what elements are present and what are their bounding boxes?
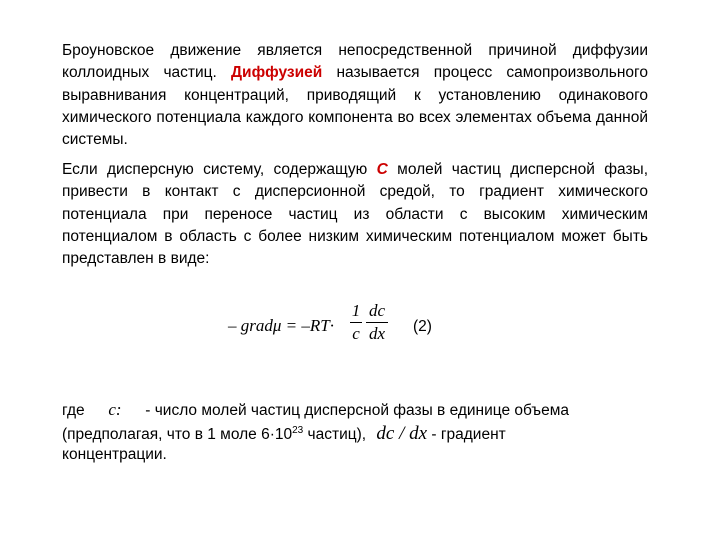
fraction1-numerator: 1 bbox=[351, 301, 361, 320]
gradient-description: - градиент bbox=[431, 426, 506, 443]
paragraph-diffusion-definition bbox=[62, 40, 648, 151]
symbol-c-highlight: C bbox=[376, 161, 388, 178]
power-exponent: 23 bbox=[292, 425, 304, 436]
fraction1-bar bbox=[350, 322, 362, 323]
fraction2-bar bbox=[366, 322, 388, 323]
fraction-dc-over-dx bbox=[366, 302, 388, 343]
avogadro-note-start: (предполагая, что в 1 моле 6 bbox=[62, 426, 270, 443]
fraction2-numerator: dc bbox=[368, 301, 386, 320]
explanation-line-2 bbox=[62, 423, 506, 445]
explanation-line-3: концентрации. bbox=[62, 446, 167, 463]
fraction1-denominator: c bbox=[352, 324, 360, 343]
c-description: - число молей частиц дисперсной фазы в единице объема bbox=[145, 402, 569, 419]
equation-number: (2) bbox=[413, 318, 432, 335]
avogadro-note-end: частиц), bbox=[303, 426, 367, 443]
explanation-line-1 bbox=[62, 400, 569, 420]
term-diffusion: Диффузией bbox=[231, 64, 323, 82]
formula-lhs: – gradμ = –RT· bbox=[228, 316, 334, 335]
fraction2-denominator: dx bbox=[368, 324, 386, 343]
paragraph-gradient-intro bbox=[62, 159, 648, 270]
gradient-symbol: dc / dx bbox=[376, 423, 428, 444]
power-base: 10 bbox=[274, 426, 293, 443]
where-word: где bbox=[62, 402, 85, 419]
paragraph1-text-end: называется процесс самопроизвольного выравнивания концентраций, приводящий к установлению одинакового химического потенциала каждого компонента во всех элементах объема данной системы. bbox=[62, 64, 648, 149]
multiplication-dot: · bbox=[269, 426, 275, 443]
paragraph1-text-start: Броуновское движение является непосредственной причиной диффузии коллоидных частиц. bbox=[62, 42, 648, 82]
paragraph2-text-end: молей частиц дисперсной фазы, привести в контакт с дисперсионной средой, то градиент химического потенциала при переносе частиц из области с высоким химическим потенциалом в область с более низким химическим потенциалом может быть представлен в виде: bbox=[62, 161, 649, 268]
fraction-one-over-c bbox=[350, 302, 362, 343]
c-symbol: c: bbox=[108, 400, 122, 419]
paragraph2-text-start: Если дисперсную систему, содержащую bbox=[62, 161, 377, 178]
